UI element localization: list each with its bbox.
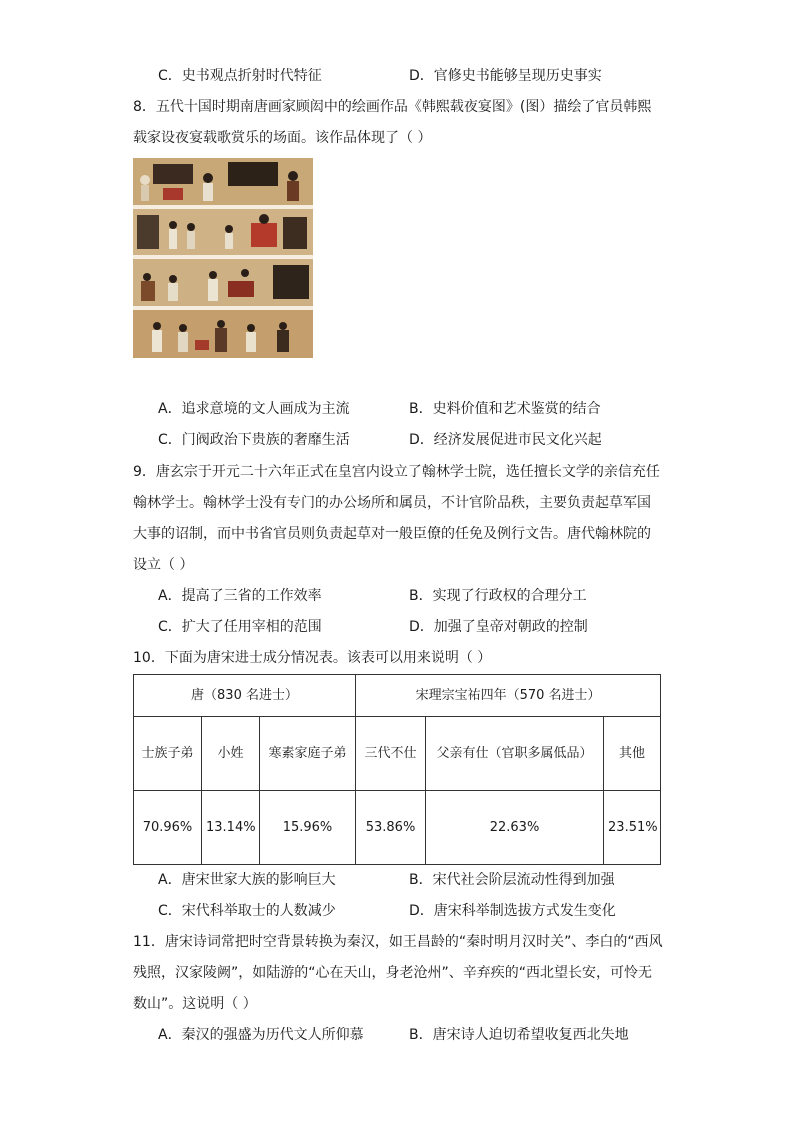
q11-option-a: A．秦汉的强盛为历代文人所仰慕 <box>158 1027 364 1043</box>
q11-stem-line3: 数山”。这说明（ ） <box>133 996 257 1012</box>
q11-stem-line2: 残照，汉家陵阙”，如陆游的“心在天山，身老沧州”、辛弃疾的“西北望长安，可怜无 <box>133 965 653 981</box>
painting-panel-4 <box>133 310 313 358</box>
table-header-cell: 三代不仕 <box>356 717 426 791</box>
han-xizai-painting-image <box>133 158 313 358</box>
table-value-cell: 23.51% <box>604 791 661 865</box>
q9-option-d: D．加强了皇帝对朝政的控制 <box>409 619 588 635</box>
q11-stem-line1: 11．唐宋诗词常把时空背景转换为秦汉，如王昌龄的“秦时明月汉时关”、李白的“西风 <box>133 934 663 950</box>
q9-stem-line2: 翰林学士。翰林学士没有专门的办公场所和属员，不计官阶品秩，主要负责起草军国 <box>133 495 651 511</box>
q9-option-b: B．实现了行政权的合理分工 <box>409 588 587 604</box>
q7-option-d: D．官修史书能够呈现历史事实 <box>409 68 602 84</box>
table-value-cell: 22.63% <box>426 791 604 865</box>
table-group-tang: 唐（830 名进士） <box>134 675 356 717</box>
q8-option-a: A．追求意境的文人画成为主流 <box>158 401 350 417</box>
q10-option-a: A．唐宋世家大族的影响巨大 <box>158 872 336 888</box>
table-value-cell: 53.86% <box>356 791 426 865</box>
q10-option-d: D．唐宋科举制选拔方式发生变化 <box>409 903 616 919</box>
q10-option-c: C．宋代科举取士的人数减少 <box>158 903 336 919</box>
q9-stem-line1: 9．唐玄宗于开元二十六年正式在皇宫内设立了翰林学士院，选任擅长文学的亲信充任 <box>133 464 660 480</box>
q7-option-c: C．史书观点折射时代特征 <box>158 68 322 84</box>
q10-stem: 10．下面为唐宋进士成分情况表。该表可以用来说明（ ） <box>133 650 492 666</box>
painting-panel-3 <box>133 259 313 306</box>
q9-option-a: A．提高了三省的工作效率 <box>158 588 322 604</box>
q9-option-c: C．扩大了任用宰相的范围 <box>158 619 322 635</box>
table-header-cell: 其他 <box>604 717 661 791</box>
table-value-cell: 70.96% <box>134 791 202 865</box>
table-value-cell: 15.96% <box>260 791 356 865</box>
q8-stem-line2: 载家设夜宴载歌赏乐的场面。该作品体现了（ ） <box>133 130 432 146</box>
q10-option-b: B．宋代社会阶层流动性得到加强 <box>409 872 615 888</box>
table-value-cell: 13.14% <box>202 791 260 865</box>
painting-panel-2 <box>133 209 313 255</box>
table-header-cell: 父亲有仕（官职多属低品） <box>426 717 604 791</box>
q9-stem-line3: 大事的诏制，而中书省官员则负责起草对一般臣僚的任免及例行文告。唐代翰林院的 <box>133 526 651 542</box>
q9-stem-line4: 设立（ ） <box>133 557 194 573</box>
table-header-cell: 士族子弟 <box>134 717 202 791</box>
q8-option-d: D．经济发展促进市民文化兴起 <box>409 432 602 448</box>
jinshi-composition-table <box>133 674 661 865</box>
painting-panel-1 <box>133 158 313 205</box>
table-header-cell: 寒素家庭子弟 <box>260 717 356 791</box>
q8-stem-line1: 8．五代十国时期南唐画家顾闳中的绘画作品《韩熙载夜宴图》(图）描绘了官员韩熙 <box>133 99 652 115</box>
q8-option-c: C．门阀政治下贵族的奢靡生活 <box>158 432 350 448</box>
q11-option-b: B．唐宋诗人迫切希望收复西北失地 <box>409 1027 629 1043</box>
table-header-cell: 小姓 <box>202 717 260 791</box>
q8-option-b: B．史料价值和艺术鉴赏的结合 <box>409 401 601 417</box>
table-group-song: 宋理宗宝祐四年（570 名进士） <box>356 675 661 717</box>
